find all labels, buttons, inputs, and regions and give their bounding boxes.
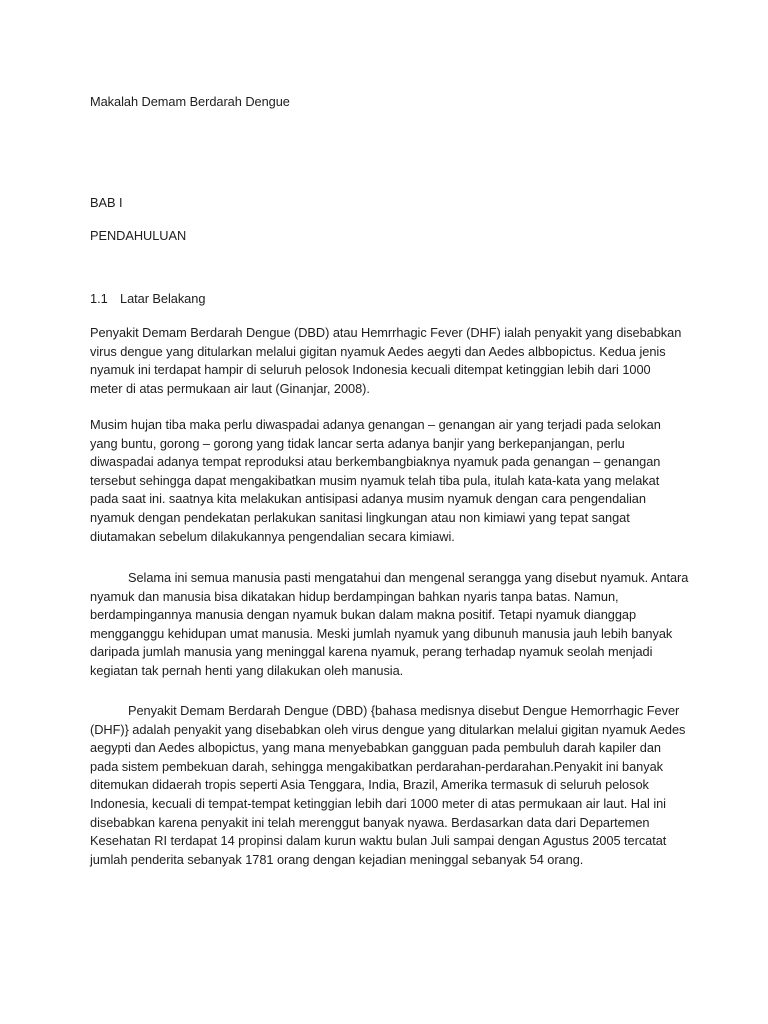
paragraph-line: diutamakan sebelum dilakukannya pengendalian secara kimiawi. [90, 528, 455, 544]
paragraph-line: daripada jumlah manusia yang meninggal karena nyamuk, perang terhadap nyamuk seolah menjadi [90, 644, 653, 660]
paragraph-line: (DHF)} adalah penyakit yang disebabkan oleh virus dengue yang ditularkan melalui gigitan nyamuk Aedes [90, 721, 686, 737]
paragraph-line: mengganggu kehidupan umat manusia. Meski jumlah nyamuk yang dibunuh manusia jauh lebih banyak [90, 625, 673, 641]
paragraph-line: virus dengue yang ditularkan melalui gigitan nyamuk Aedes aegyti dan Aedes albbopictus. Kedua jenis [90, 343, 666, 359]
paragraph-4 [90, 702, 686, 869]
chapter-label: BAB I [90, 195, 123, 210]
paragraph-line: ditemukan didaerah tropis seperti Asia Tenggara, India, Brazil, Amerika termasuk di seluruh pelosok [90, 777, 649, 793]
paragraph-line: pada saat ini. saatnya kita melakukan antisipasi adanya musim nyamuk dengan cara pengendalian [90, 491, 646, 507]
document-title: Makalah Demam Berdarah Dengue [90, 94, 290, 109]
section-number: 1.1 [90, 291, 108, 306]
paragraph-line: disebabkan karena penyakit ini telah merenggut banyak nyawa. Berdasarkan data dari Departemen [90, 814, 650, 830]
paragraph-line: nyamuk dan manusia bisa dikatakan hidup berdampingan bahkan nyaris tanpa batas. Namun, [90, 588, 619, 604]
paragraph-1 [90, 324, 680, 398]
paragraph-3 [90, 569, 689, 681]
paragraph-line: berdampingannya manusia dengan nyamuk bukan dalam makna positif. Tetapi nyamuk dianggap [90, 607, 637, 623]
paragraph-line: aegypti dan Aedes albopictus, yang mana menyebabkan gangguan pada pembuluh darah kapiler dan [90, 740, 661, 756]
paragraph-line: pada sistem pembekuan darah, sehingga mengakibatkan perdarahan-perdarahan.Penyakit ini banyak [90, 758, 664, 774]
paragraph-line: yang buntu, gorong – gorong yang tidak lancar serta adanya banjir yang berkepanjangan, perlu [90, 435, 625, 451]
paragraph-line: Kesehatan RI terdapat 14 propinsi dalam kurun waktu bulan Juli sampai dengan Agustus 2005 tercatat [90, 833, 667, 849]
paragraph-line: kegiatan tak pernah henti yang dilakukan oleh manusia. [90, 662, 404, 678]
paragraph-line: nyamuk ini terdapat hampir di seluruh pelosok Indonesia kecuali ditempat ketinggian lebih dari 1000 [90, 362, 651, 378]
paragraph-line: diwaspadai adanya tempat reproduksi atau berkembangbiaknya nyamuk pada genangan – genangan [90, 454, 661, 470]
chapter-title: PENDAHULUAN [90, 228, 187, 243]
section-heading [90, 290, 205, 309]
paragraph-line: meter di atas permukaan air laut (Ginanjar, 2008). [90, 380, 370, 396]
paragraph-line: jumlah penderita sebanyak 1781 orang dengan kejadian meninggal sebanyak 54 orang. [90, 851, 584, 867]
paragraph-line: Penyakit Demam Berdarah Dengue (DBD) {bahasa medisnya disebut Dengue Hemorrhagic Fever [128, 703, 680, 718]
paragraph-line: nyamuk dengan pendekatan perlakukan sanitasi lingkungan atau non kimiawi yang tepat sangat [90, 509, 630, 525]
paragraph-line: tersebut sehingga dapat mengakibatkan musim nyamuk telah tiba pula, itulah kata-kata yang melakat [90, 472, 660, 488]
section-title: Latar Belakang [120, 291, 206, 306]
paragraph-2 [90, 416, 680, 546]
paragraph-line: Musim hujan tiba maka perlu diwaspadai adanya genangan – genangan air yang terjadi pada selokan [90, 417, 661, 432]
paragraph-line: Penyakit Demam Berdarah Dengue (DBD) atau Hemrrhagic Fever (DHF) ialah penyakit yang disebabkan [90, 325, 682, 340]
paragraph-line: Selama ini semua manusia pasti mengatahui dan mengenal serangga yang disebut nyamuk. Antara [128, 570, 689, 585]
paragraph-line: Indonesia, kecuali di tempat-tempat ketinggian lebih dari 1000 meter di atas permukaan air laut. Hal ini [90, 795, 666, 811]
